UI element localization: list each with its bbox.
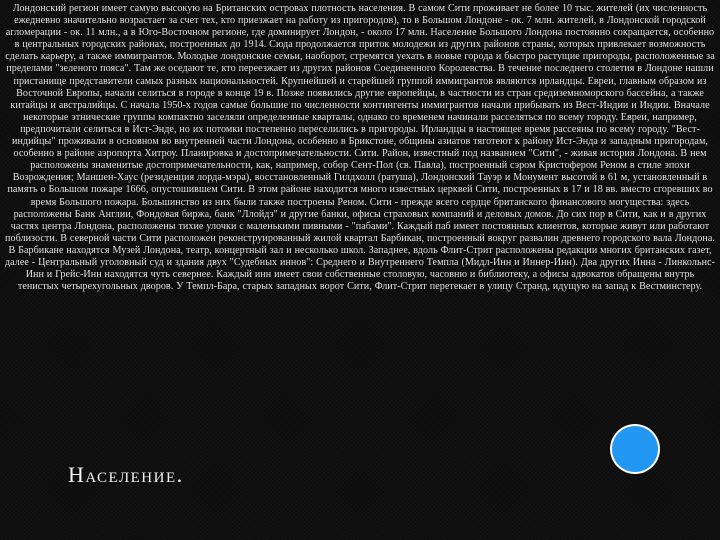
slide-title: Население.: [68, 462, 184, 487]
body-text: Лондонский регион имеет самую высокую на Британских островах плотность населения. В самом Сити проживает не более 10 тыс. жителей (их численность ежедневно значительно возрастает за счет тех, кто приезжает на работу из пригородов), то в Большом Лондоне - ок. 7 млн. жителей, в Лондонской городской агломерации - ок. 11 млн., а в Юго-Восточном регионе, где доминирует Лондон, - около 17 млн. Население Большого Лондона постоянно сокращается, особенно в центральных городских районах, построенных до 1914. Сюда продолжается приток молодежи из других районов страны, которых привлекает возможность сделать карьеру, а также иммигрантов. Молодые лондонские семьи, наоборот, стремятся уехать в новые города и быстро растущие пригороды, расположенные за пределами "зеленого пояса". Там же оседают те, кто переезжает из других районов Соединенного Королевства. В течение последнего столетия в Лондоне нашли пристанище представители самых разных национальностей. Крупнейшей и старейшей группой иммигрантов являются ирландцы. Евреи, главным образом из Восточной Европы, начали селиться в городе в конце 19 в. Позже появились другие европейцы, в частности из стран средиземноморского бассейна, а также китайцы и австралийцы. С начала 1950-х годов самые большие по численности контингенты иммигрантов начали прибывать из Вест-Индии и Индии. Вначале некоторые этнические группы компактно заселяли определенные кварталы, однако со временем начинали расселяться по всему городу. Евреи, например, предпочитали селиться в Ист-Энде, но их потомки постепенно переселились в пригороды. Ирландцы в настоящее время рассеяны по всему городу. "Вест-индийцы" проживали в основном во внутренней части Лондона, особенно в Брикстоне, общины азиатов тяготеют к району Ист-Энда и западным пригородам, особенно в районе аэропорта Хитроу. Планировка и достопримечательности. Сити. Район, известный под названием "Сити", - живая история Лондона. В нем расположены знаменитые достопримечательности, как, например, собор Сент-Пол (св. Павла), построенный сэром Кристофером Реном в стиле эпохи Возрождения; Маншен-Хаус (резиденция лорда-мэра), восстановленный Гилдхолл (ратуша), Лондонский Тауэр и Монумент высотой в 61 м, установленный в память о Большом пожаре 1666, опустошившем Сити. В этом районе находится много известных церквей Сити, построенных в 17 и 18 вв. вместо сгоревших во время Большого пожара. Большинство из них были также построены Реном. Сити - прежде всего сердце британского финансового могущества: здесь расположены Банк Англии, Фондовая биржа, банк "Ллойдз" и другие банки, офисы страховых компаний и деловых домов. До сих пор в Сити, как и в других частях центра Лондона, расположены тихие улочки с маленькими пивными - "пабами". Каждый паб имеет постоянных клиентов, которые живут или работают поблизости. В северной части Сити расположен реконструированный жилой квартал Барбикан, построенный вокруг развалин древнего городского вала Лондона. В Барбикане находятся Музей Лондона, театр, концертный зал и несколько школ. Западнее, вдоль Флит-Стрит расположены редакции многих британских газет, далее - Центральный уголовный суд и здания двух "Судебных иннов": Среднего и Внутреннего Темпла (Мидл-Инн и Иннер-Инн). Два других Инна - Линкольнс-Инн и Грейс-Инн находятся чуть севернее. Каждый инн имеет свои собственные столовую, часовню и библиотеку, а офисы адвокатов обращены внутрь тенистых четырехугольных дворов. У Темпл-Бара, старых западных ворот Сити, Флит-Стрит перетекает в улицу Странд, идущую на запад к Вестминстеру.: [4, 3, 716, 293]
blue-circle-decoration: [612, 426, 658, 472]
